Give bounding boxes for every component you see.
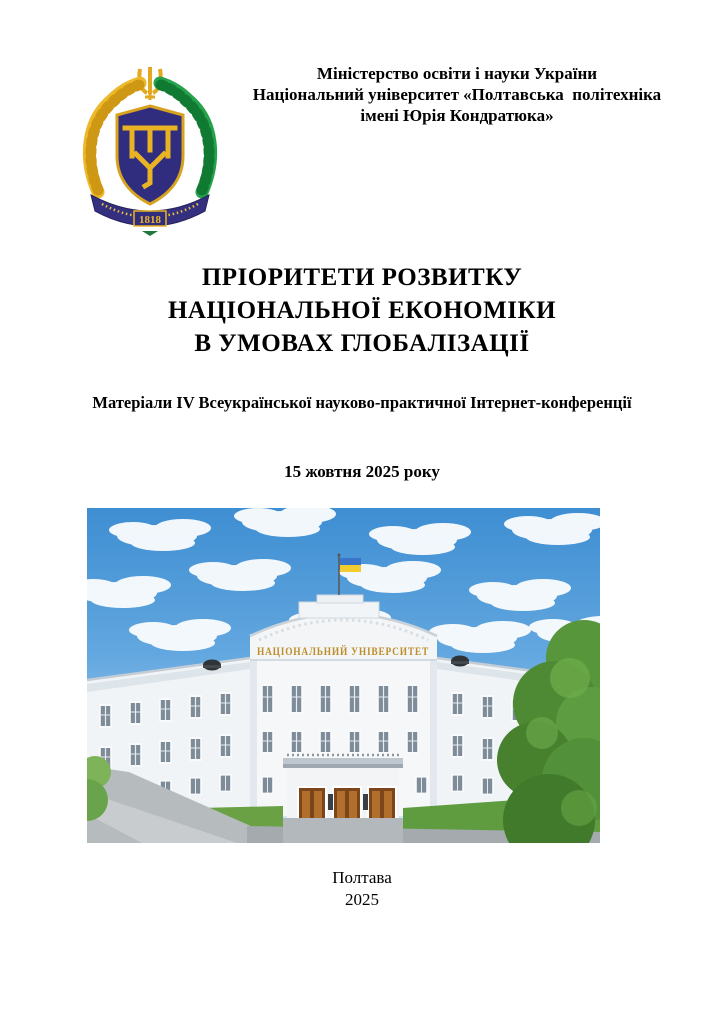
university-building-photo xyxy=(87,508,600,843)
founded-year: 1818 xyxy=(139,214,161,226)
university-line-1: Національний університет «Полтавська політехніка xyxy=(252,85,662,104)
title-line-3: В УМОВАХ ГЛОБАЛІЗАЦІЇ xyxy=(194,330,530,357)
university-line-2: імені Юрія Кондратюка» xyxy=(360,106,554,125)
title-line-2: НАЦІОНАЛЬНОЇ ЕКОНОМІКИ xyxy=(167,297,557,324)
title-line-1: ПРІОРИТЕТИ РОЗВИТКУ xyxy=(201,264,523,291)
conference-date: 15 жовтня 2025 року xyxy=(284,462,440,481)
imprint-year: 2025 xyxy=(345,890,379,909)
ministry-line: Міністерство освіти і науки України xyxy=(316,64,598,83)
building-illustration xyxy=(87,508,600,843)
imprint-city: Полтава xyxy=(332,868,392,887)
shield xyxy=(117,106,183,204)
conference-subtitle: Матеріали IV Всеукраїнської науково-практичної Інтернет-конференції xyxy=(92,393,632,412)
building-sign: НАЦІОНАЛЬНИЙ УНІВЕРСИТЕТ xyxy=(257,644,429,658)
document-header xyxy=(190,63,724,126)
imprint xyxy=(0,867,724,911)
conference-title xyxy=(0,261,724,360)
